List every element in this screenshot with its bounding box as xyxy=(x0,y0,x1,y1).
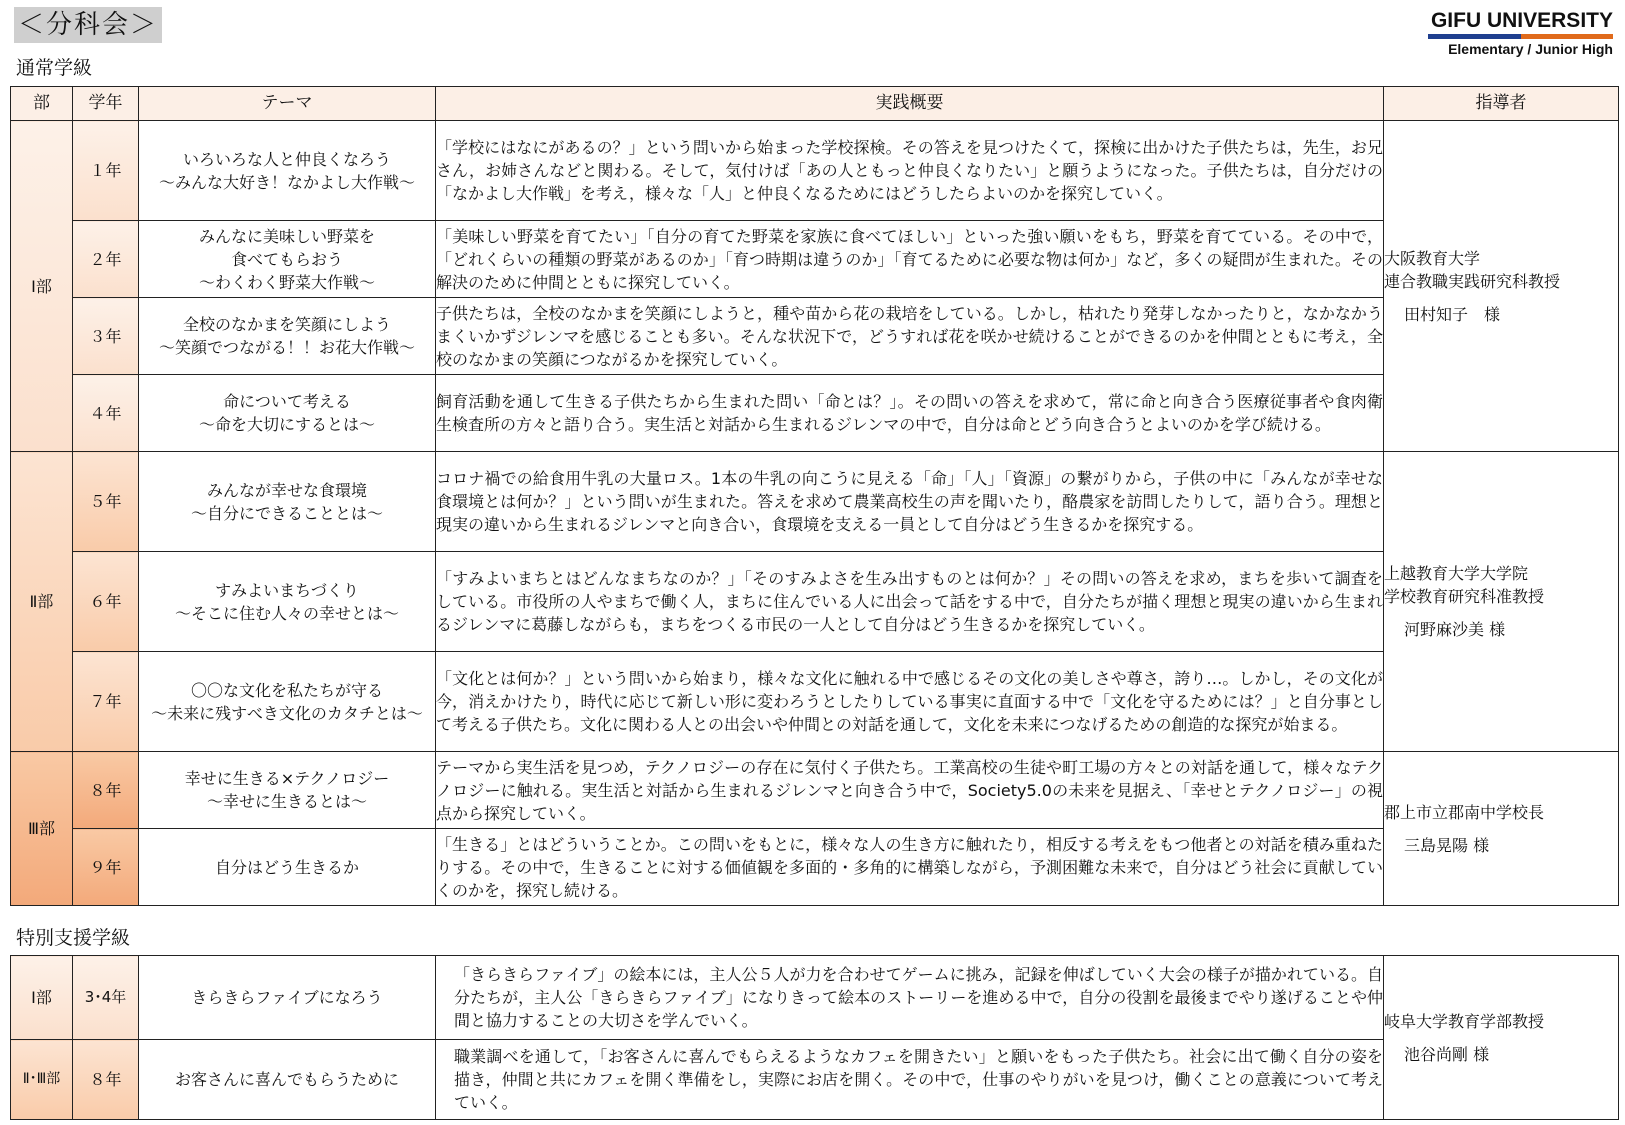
theme-line: きらきらファイブになろう xyxy=(191,988,383,1007)
grade-cell: ３年 xyxy=(73,298,139,375)
theme-line: ～わくわく野菜大作戦～ xyxy=(198,272,375,292)
supervisor-name: 田村知子 様 xyxy=(1404,304,1501,324)
logo-sub-text: Elementary / Junior High xyxy=(1448,41,1613,57)
supervisor-affiliation: 郡上市立郡南中学校長 xyxy=(1384,802,1545,822)
university-logo xyxy=(1413,10,1613,57)
table-row xyxy=(11,298,1619,375)
theme-line: お客さんに喜んでもらうために xyxy=(174,1070,399,1089)
theme-line: ～自分にできることとは～ xyxy=(190,503,383,523)
summary-cell: 「きらきらファイブ」の絵本には，主人公５人が力を合わせてゲームに挑み，記録を伸ばしていく大会の様子が描かれている。自分たちが，主人公「きらきらファイブ」になりきって絵本のストーリーを進める中で，自分の役割を最後までやり遂げることや仲間と協力することの大切さを学んでいく。 xyxy=(436,956,1384,1040)
table-row xyxy=(11,956,1619,1040)
theme-line: みんなに美味しい野菜を xyxy=(198,226,375,246)
grade-cell: ８年 xyxy=(73,1040,139,1120)
theme-cell xyxy=(139,829,436,906)
section-label-special: 特別支援学級 xyxy=(16,927,131,949)
theme-line: ～未来に残すべき文化のカタチとは～ xyxy=(151,703,423,723)
theme-cell xyxy=(139,956,436,1040)
supervisor-title: 学校教育研究科准教授 xyxy=(1384,587,1545,606)
summary-cell: 「すみよいまちとはどんなまちなのか？」「そのすみよさを生み出すものとは何か？」その問いの答えを求め，まちを歩いて調査をしている。市役所の人やまちで働く人，まちに住んでいる人に出会って話をする中で，自分たちが描く理想と現実の違いから生まれるジレンマに葛藤しながらも，まちをつくる市民の一人として自分はどう生きるかを探究していく。 xyxy=(436,552,1384,652)
supervisor-affiliation: 岐阜大学教育学部教授 xyxy=(1384,1011,1545,1031)
theme-cell xyxy=(139,375,436,452)
theme-cell xyxy=(139,221,436,298)
theme-cell xyxy=(139,752,436,829)
table-row xyxy=(11,829,1619,906)
grade-cell: ９年 xyxy=(73,829,139,906)
special-support-table xyxy=(10,955,1619,1120)
supervisor-cell xyxy=(1384,956,1619,1120)
supervisor-name: 三島晃陽 様 xyxy=(1404,835,1490,855)
bu-label: Ⅲ部 xyxy=(11,752,73,906)
table-row xyxy=(11,752,1619,829)
table-row xyxy=(11,221,1619,298)
theme-cell xyxy=(139,298,436,375)
summary-cell: 職業調べを通して，「お客さんに喜んでもらえるようなカフェを開きたい」と願いをもった子供たち。社会に出て働く自分の姿を描き，仲間と共にカフェを開く準備をし，実際にお店を開く。その中で，仕事のやりがいを見つけ，働くことの意義について考えていく。 xyxy=(436,1040,1384,1120)
theme-cell xyxy=(139,1040,436,1120)
header-supervisor: 指導者 xyxy=(1384,87,1619,121)
logo-main-text: GIFU UNIVERSITY xyxy=(1430,9,1613,32)
table-header-row xyxy=(11,87,1619,121)
supervisor-affiliation: 上越教育大学大学院 xyxy=(1384,564,1529,583)
theme-line: ～笑顔でつながる！！お花大作戦～ xyxy=(158,338,415,357)
header-theme: テーマ xyxy=(139,87,436,121)
theme-line: みんなが幸せな食環境 xyxy=(206,480,367,500)
theme-line: ～みんな大好き！なかよし大作戦～ xyxy=(158,172,415,192)
supervisor-name: 池谷尚剛 様 xyxy=(1404,1044,1490,1064)
table-row xyxy=(11,375,1619,452)
table-row xyxy=(11,652,1619,752)
supervisor-cell xyxy=(1384,752,1619,906)
theme-line: ～そこに住む人々の幸せとは～ xyxy=(174,603,399,623)
grade-cell: ４年 xyxy=(73,375,139,452)
summary-cell: 「学校にはなにがあるの？」という問いから始まった学校探検。その答えを見つけたくて，探検に出かけた子供たちは，先生，お兄さん，お姉さんなどと関わる。そして，気付けば「あの人ともっと仲良くなりたい」と願うようになった。子供たちは，自分だけの「なかよし大作戦」を考え，様々な「人」と仲良くなるためにはどうしたらよいのかを探究していく。 xyxy=(436,121,1384,221)
theme-cell xyxy=(139,652,436,752)
table-row xyxy=(11,121,1619,221)
theme-line: 自分はどう生きるか xyxy=(214,857,359,877)
summary-cell: 「美味しい野菜を育てたい」「自分の育てた野菜を家族に食べてほしい」といった強い願いをもち，野菜を育てている。その中で，「どれくらいの種類の野菜があるのか」「育つ時期は違うのか」「育てるために必要な物は何か」など，多くの疑問が生まれた。その解決のために仲間とともに探究していく。 xyxy=(436,221,1384,298)
page-title: ＜分科会＞ xyxy=(14,7,162,43)
summary-cell: 子供たちは，全校のなかまを笑顔にしようと，種や苗から花の栽培をしている。しかし，枯れたり発芽しなかったりと，なかなかうまくいかずジレンマを感じることも多い。そんな状況下で，どうすれば花を咲かせ続けることができるのかを仲間とともに考え，全校のなかまの笑顔につながるかを探究していく。 xyxy=(436,298,1384,375)
theme-cell xyxy=(139,552,436,652)
theme-line: 命について考える xyxy=(223,392,351,411)
summary-cell: コロナ禍での給食用牛乳の大量ロス。1本の牛乳の向こうに見える「命」「人」「資源」の繋がりから，子供の中に「みんなが幸せな食環境とは何か？」という問いが生まれた。答えを求めて農業高校生の声を聞いたり，酪農家を訪問したりして，語り合う。理想と現実の違いから生まれるジレンマと向き合い，食環境を支える一員として自分はどう生きるかを探究する。 xyxy=(436,452,1384,552)
theme-line: すみよいまちづくり xyxy=(215,580,359,600)
bu-label: Ⅱ･Ⅲ部 xyxy=(11,1040,73,1120)
header-grade: 学年 xyxy=(73,87,139,121)
bu-label: Ⅱ部 xyxy=(11,452,73,752)
supervisor-name: 河野麻沙美 様 xyxy=(1404,620,1506,639)
theme-line: 全校のなかまを笑顔にしよう xyxy=(182,315,391,334)
theme-cell xyxy=(139,452,436,552)
theme-line: ～幸せに生きるとは～ xyxy=(206,792,367,811)
theme-cell xyxy=(139,121,436,221)
theme-line: 食べてもらおう xyxy=(230,249,343,269)
regular-class-table xyxy=(10,86,1619,906)
table-row xyxy=(11,452,1619,552)
grade-cell: ５年 xyxy=(73,452,139,552)
summary-cell: テーマから実生活を見つめ，テクノロジーの存在に気付く子供たち。工業高校の生徒や町工場の方々との対話を通して，様々なテクノロジーに触れる。実生活と対話から生まれるジレンマと向き合う中で，Society5.0の未来を見据え、「幸せとテクノロジー」の視点から探究していく。 xyxy=(436,752,1384,829)
header-bu: 部 xyxy=(11,87,73,121)
summary-cell: 「生きる」とはどういうことか。この問いをもとに，様々な人の生き方に触れたり，相反する考えをもつ他者との対話を積み重ねたりする。その中で，生きることに対する価値観を多面的・多角的に構築しながら，予測困難な未来で，自分はどう社会に貢献していくのかを，探究し続ける。 xyxy=(436,829,1384,906)
section-label-regular: 通常学級 xyxy=(16,57,93,79)
theme-line: いろいろな人と仲良くなろう xyxy=(182,149,391,169)
bu-label: Ⅰ部 xyxy=(11,121,73,452)
supervisor-title: 連合教職実践研究科教授 xyxy=(1384,271,1561,291)
bu-label: Ⅰ部 xyxy=(11,956,73,1040)
theme-line: 幸せに生きる×テクノロジー xyxy=(184,769,390,788)
table-row xyxy=(11,552,1619,652)
theme-line: ～命を大切にするとは～ xyxy=(198,415,375,434)
grade-cell: ６年 xyxy=(73,552,139,652)
grade-cell: ７年 xyxy=(73,652,139,752)
supervisor-cell xyxy=(1384,452,1619,752)
supervisor-affiliation: 大阪教育大学 xyxy=(1384,248,1481,268)
header-summary: 実践概要 xyxy=(436,87,1384,121)
grade-cell: ２年 xyxy=(73,221,139,298)
logo-color-bar xyxy=(1428,34,1613,39)
table-row xyxy=(11,1040,1619,1120)
grade-cell: ８年 xyxy=(73,752,139,829)
theme-line: 〇〇な文化を私たちが守る xyxy=(190,680,383,700)
grade-cell: １年 xyxy=(73,121,139,221)
summary-cell: 飼育活動を通して生きる子供たちから生まれた問い「命とは？」。その問いの答えを求めて，常に命と向き合う医療従事者や食肉衛生検査所の方々と語り合う。実生活と対話から生まれるジレンマの中で，自分は命とどう向き合うとよいのかを学び続ける。 xyxy=(436,375,1384,452)
summary-cell: 「文化とは何か？」という問いから始まり，様々な文化に触れる中で感じるその文化の美しさや尊さ，誇り…。しかし，その文化が今，消えかけたり，時代に応じて新しい形に変わろうとしたりしている事実に直面する中で「文化を守るためには？」と自分事として考える子供たち。文化に関わる人との出会いや仲間との対話を通して，文化を未来につなげるための創造的な探究が始まる。 xyxy=(436,652,1384,752)
supervisor-cell xyxy=(1384,121,1619,452)
grade-cell: 3･4年 xyxy=(73,956,139,1040)
